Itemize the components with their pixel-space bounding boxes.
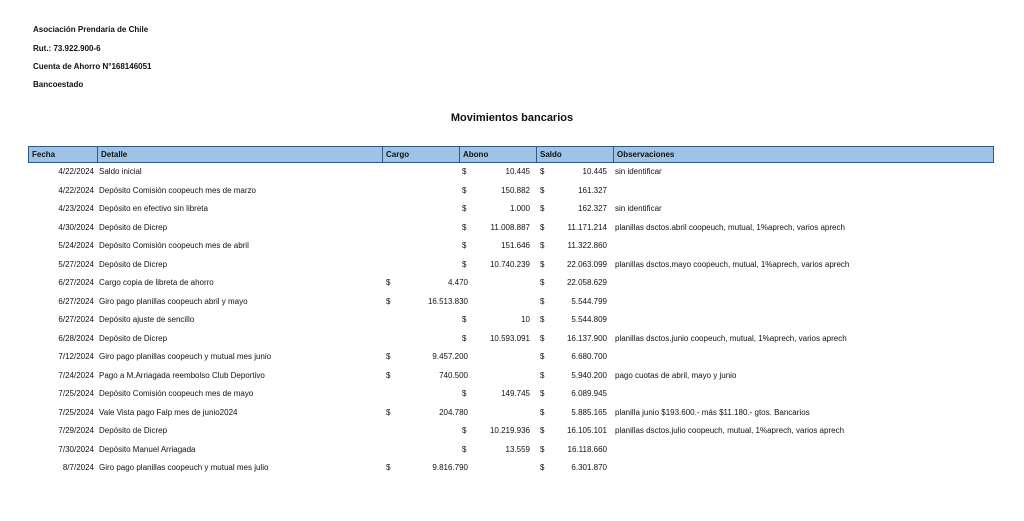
cell-fecha: 7/30/2024 (58, 444, 94, 454)
transactions-table (28, 146, 994, 478)
cell-saldo: 5.940.200 (571, 370, 607, 380)
cell-cargo: 4.470 (447, 278, 468, 287)
cell-detalle: Depósito de Dicrep (99, 333, 168, 343)
cell-abono-currency: $ (462, 241, 467, 250)
table-row (28, 404, 994, 423)
cell-observaciones: planillas dsctos.junio coopeuch, mutual, 1%aprech, varios aprech (615, 333, 847, 343)
cell-saldo-currency: $ (540, 389, 545, 398)
cell-saldo-currency: $ (540, 315, 545, 324)
cell-observaciones: sin identificar (615, 204, 662, 213)
cell-detalle: Depósito en efectivo sin libreta (99, 204, 208, 213)
cell-abono-currency: $ (462, 426, 467, 435)
cell-abono: 10.219.936 (489, 426, 530, 435)
table-row (28, 163, 994, 182)
table-row (28, 182, 994, 201)
cell-detalle: Depósito Manuel Arriagada (99, 444, 196, 454)
cell-saldo: 6.680.700 (571, 352, 607, 361)
table-row (28, 330, 994, 349)
cell-abono: 11.008.887 (490, 222, 530, 232)
cell-fecha: 6/27/2024 (58, 278, 94, 287)
table-row (28, 311, 994, 330)
cell-abono-currency: $ (462, 185, 467, 195)
table-row (28, 237, 994, 256)
cell-fecha: 7/25/2024 (58, 407, 94, 417)
cell-saldo-currency: $ (540, 278, 545, 287)
col-header-detalle: Detalle (97, 147, 382, 162)
cell-observaciones: sin identificar (615, 167, 662, 176)
org-name: Asociación Prendaria de Chile (33, 25, 149, 34)
cell-detalle: Depósito de Dicrep (99, 426, 168, 435)
cell-detalle: Vale Vista pago Falp mes de junio2024 (99, 407, 238, 417)
cell-cargo-currency: $ (386, 296, 391, 306)
cell-abono: 10 (521, 315, 530, 324)
cell-cargo-currency: $ (386, 352, 391, 361)
table-row (28, 385, 994, 404)
cell-fecha: 7/12/2024 (58, 352, 94, 361)
table-row (28, 256, 994, 275)
table-row (28, 422, 994, 441)
cell-abono: 151.646 (501, 241, 530, 250)
cell-observaciones: planilla junio $193.600.- más $11.180.- gtos. Bancarios (615, 407, 810, 417)
cell-detalle: Giro pago planillas coopeuch y mutual mes julio (99, 463, 269, 472)
col-header-abono: Abono (459, 147, 536, 162)
cell-fecha: 4/22/2024 (58, 185, 94, 195)
cell-detalle: Saldo inicial (99, 167, 142, 176)
cell-cargo: 9.816.790 (432, 463, 468, 472)
cell-saldo-currency: $ (540, 222, 545, 232)
cell-detalle: Depósito Comisión coopeuch mes de abril (99, 241, 249, 250)
cell-saldo-currency: $ (540, 333, 545, 343)
cell-saldo: 22.063.099 (566, 259, 607, 269)
cell-abono: 1.000 (509, 204, 530, 213)
cell-cargo: 16.513.830 (427, 296, 468, 306)
cell-saldo-currency: $ (540, 370, 545, 380)
table-row (28, 274, 994, 293)
cell-abono-currency: $ (462, 389, 467, 398)
cell-detalle: Depósito de Dicrep (99, 259, 168, 269)
col-header-fecha: Fecha (32, 150, 56, 159)
cell-abono-currency: $ (462, 444, 467, 454)
cell-saldo: 11.322.860 (567, 241, 607, 250)
cell-fecha: 4/23/2024 (58, 204, 94, 213)
cell-abono: 10.445 (505, 167, 530, 176)
cell-abono: 13.559 (505, 444, 530, 454)
cell-fecha: 4/22/2024 (58, 167, 94, 176)
table-header (28, 146, 994, 163)
cell-saldo: 6.301.870 (571, 463, 607, 472)
table-row (28, 441, 994, 460)
cell-cargo-currency: $ (386, 463, 391, 472)
cell-saldo-currency: $ (540, 463, 545, 472)
cell-detalle: Giro pago planillas coopeuch y mutual mes junio (99, 352, 272, 361)
cell-abono-currency: $ (462, 315, 467, 324)
table-row (28, 367, 994, 386)
cell-detalle: Depósito Comisión coopeuch mes de mayo (99, 389, 254, 398)
cell-saldo: 162.327 (578, 204, 607, 213)
cell-saldo-currency: $ (540, 185, 545, 195)
cell-fecha: 6/27/2024 (58, 315, 94, 324)
table-row (28, 293, 994, 312)
cell-saldo-currency: $ (540, 444, 545, 454)
cell-abono-currency: $ (462, 222, 467, 232)
cell-abono: 10.593.091 (489, 333, 530, 343)
table-row (28, 219, 994, 238)
cell-observaciones: pago cuotas de abril, mayo y junio (615, 370, 737, 380)
page-title: Movimientos bancarios (450, 112, 574, 124)
cell-saldo: 11.171.214 (567, 222, 607, 232)
cell-saldo: 22.058.629 (566, 278, 607, 287)
cell-abono-currency: $ (462, 333, 467, 343)
rut-number: Rut.: 73.922.900-6 (33, 44, 101, 53)
cell-saldo-currency: $ (540, 426, 545, 435)
table-row (28, 459, 994, 478)
cell-saldo-currency: $ (540, 407, 545, 417)
cell-observaciones: planillas dsctos.abril coopeuch, mutual, 1%aprech, varios aprech (615, 222, 845, 232)
col-header-saldo: Saldo (536, 147, 613, 162)
cell-observaciones: planillas dsctos.julio coopeuch, mutual, 1%aprech, varios aprech (615, 426, 845, 435)
cell-saldo: 16.118.660 (567, 444, 607, 454)
cell-saldo: 161.327 (578, 185, 607, 195)
cell-saldo: 10.445 (582, 167, 607, 176)
cell-saldo-currency: $ (540, 352, 545, 361)
cell-fecha: 5/24/2024 (58, 241, 94, 250)
table-row (28, 348, 994, 367)
cell-fecha: 6/27/2024 (58, 296, 94, 306)
cell-fecha: 7/25/2024 (58, 389, 94, 398)
table-row (28, 200, 994, 219)
cell-detalle: Depósito ajuste de sencillo (99, 315, 195, 324)
cell-detalle: Cargo copia de libreta de ahorro (99, 278, 214, 287)
cell-saldo: 5.544.809 (571, 315, 607, 324)
cell-fecha: 7/29/2024 (58, 426, 94, 435)
cell-abono: 150.882 (501, 185, 530, 195)
cell-abono-currency: $ (462, 204, 467, 213)
cell-saldo: 16.105.101 (566, 426, 607, 435)
cell-abono: 149.745 (501, 389, 530, 398)
cell-cargo: 204.780 (439, 407, 468, 417)
cell-cargo: 740.500 (439, 370, 468, 380)
cell-cargo: 9.457.200 (432, 352, 468, 361)
cell-saldo-currency: $ (540, 167, 545, 176)
cell-fecha: 4/30/2024 (58, 222, 94, 232)
cell-saldo-currency: $ (540, 296, 545, 306)
cell-saldo: 5.885.165 (571, 407, 607, 417)
col-header-observaciones: Observaciones (613, 147, 993, 162)
cell-detalle: Pago a M.Arriagada reembolso Club Deportivo (99, 370, 265, 380)
account-number: Cuenta de Ahorro N°168146051 (33, 62, 152, 71)
cell-abono-currency: $ (462, 167, 467, 176)
cell-detalle: Depósito de Dicrep (99, 222, 168, 232)
bank-name: Bancoestado (33, 80, 84, 89)
cell-saldo: 16.137.900 (566, 333, 607, 343)
cell-saldo-currency: $ (540, 259, 545, 269)
cell-detalle: Giro pago planillas coopeuch abril y mayo (99, 296, 248, 306)
cell-cargo-currency: $ (386, 278, 391, 287)
cell-observaciones: planillas dsctos.mayo coopeuch, mutual, 1%aprech, varios aprech (615, 259, 850, 269)
cell-fecha: 6/28/2024 (58, 333, 94, 343)
col-header-cargo: Cargo (382, 147, 459, 162)
cell-abono: 10.740.239 (489, 259, 530, 269)
cell-cargo-currency: $ (386, 370, 391, 380)
cell-saldo: 5.544.799 (571, 296, 607, 306)
cell-abono-currency: $ (462, 259, 467, 269)
cell-detalle: Depósito Comisión coopeuch mes de marzo (99, 185, 256, 195)
table-body (28, 163, 994, 478)
cell-fecha: 8/7/2024 (62, 463, 94, 472)
cell-saldo-currency: $ (540, 241, 545, 250)
cell-cargo-currency: $ (386, 407, 391, 417)
cell-saldo: 6.089.945 (571, 389, 607, 398)
cell-saldo-currency: $ (540, 204, 545, 213)
cell-fecha: 7/24/2024 (58, 370, 94, 380)
cell-fecha: 5/27/2024 (58, 259, 94, 269)
